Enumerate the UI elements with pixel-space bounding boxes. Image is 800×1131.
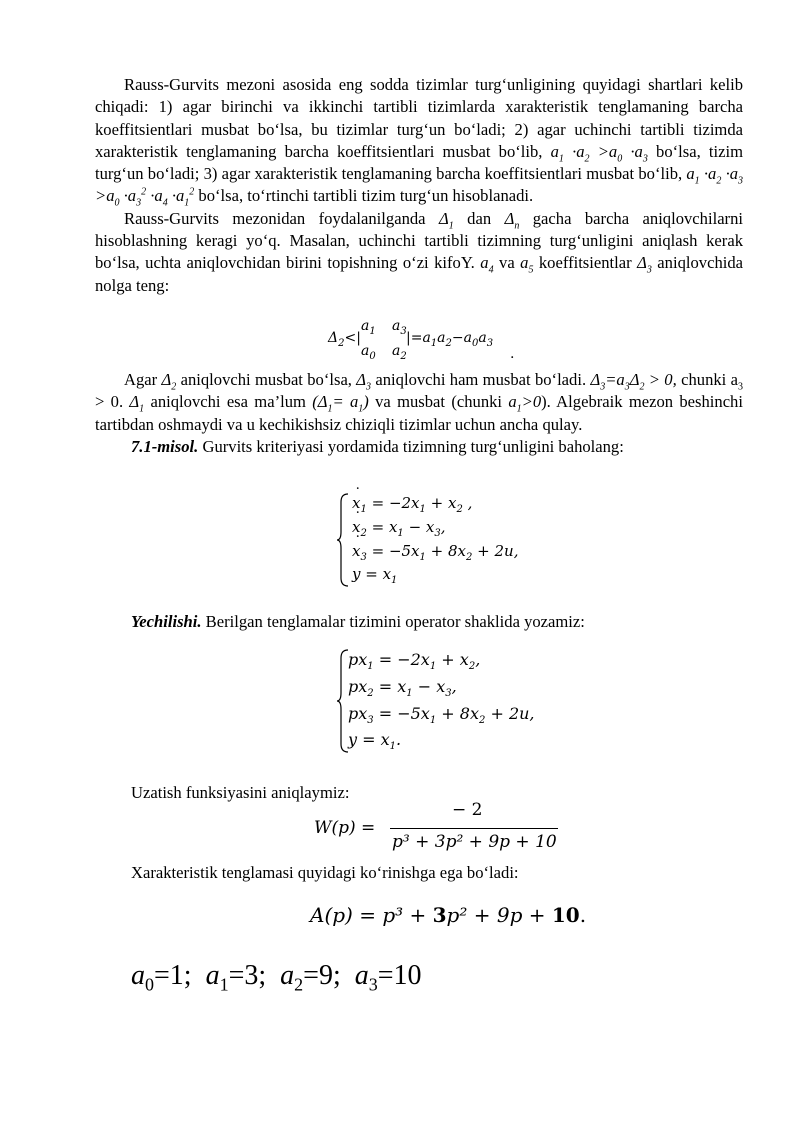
system-brace — [336, 492, 350, 588]
solution-line: Yechilishi. Berilgan tenglamalar tizimini operator shaklida yozamiz: — [131, 612, 585, 631]
char-intro-line: Xarakteristik tenglamasi quyidagi ko‘rinishga ega bo‘ladi: — [131, 863, 519, 882]
operator-equations: $px_1 = -2x_1 + x_2$, $px_2 = x_1 - x_3$, $px_3 = -5x_1 + 8x_2 + 2u$, $y = x_1$. — [348, 650, 535, 753]
transfer-function: W(p) = − 2 p³ + 3p² + 9p + 10 — [314, 800, 557, 852]
state-equations: ˙ $x_1 = -2x_1 + x_2$ , ˙ $x_2 = x_1 - x_3$, ˙ $x_3 = -5x_1 + 8x_2 + 2u$, $y = x_1$ — [352, 494, 552, 588]
paragraph-determinants: Rauss-Gurvits mezonidan foydalanilganda $\Delta_1$ dan $\Delta_n$ gacha barcha aniqlovchilarni hisoblashning keragi yo‘q. Masalan, uchinchi tartibli tizimning turg‘unligini aniqlash kerak bo‘lsa, uchta aniqlovchidan birini topishning o‘zi kifoY. $a_4$ va $a_5$ koeffitsientlar $\Delta_3$ aniqlovchida nolga teng: — [95, 208, 744, 295]
inline-formula: $a_1 \cdot a_2 \cdot a_3 >a_0 \cdot a_3^2 \cdot a_4 \cdot a_1^2$ — [95, 164, 744, 209]
paragraph-agar: Agar $\Delta_2$ aniqlovchi musbat bo‘lsa, $\Delta_3$ aniqlovchi ham musbat bo‘ladi. $\Delta_3=a_3\Delta_2 > 0$, chunki $a_3 > 0$. $\Delta_1$ aniqlovchi esa ma’lum $(\Delta_1= a_1)$ va musbat (chunki $a_1>0$). Algebraik mezon beshinchi tartibdan oshmaydi va u kechikishsiz chiziqli tizimlar uchun ancha qulay. — [95, 370, 743, 434]
paragraph-conditions: Rauss-Gurvits mezoni asosida eng sodda tizimlar turg‘unligining quyidagi shartlari kelib chiqadi: 1) agar birinchi va ikkinchi tartibli tizimlarda xarakteristik tenglamaning barcha koeffitsientlari musbat bo‘lsa, bu tizimlar turg‘un bo‘ladi; 2) agar uchinchi tartibli tizimda xarakteristik tenglamaning barcha koeffitsientlari musbat bo‘lib, $a_1 \cdot a_2 >a_0 \cdot a_3$ bo‘lsa, tizim turg‘un bo‘ladi; 3) agar xarakteristik tenglamaning barcha koeffitsientlari musbat bo‘lib, $a_1 \cdot a_2 \cdot a_3 >a_0 \cdot a_3^2 \cdot a_4 \cdot a_1^2$ bo‘lsa, to‘rtinchi tartibli tizim turg‘un hisoblanadi. — [95, 75, 744, 209]
determinant-formula: $\Delta_2<|$ $a_1$ $a_3$ $a_0$ $a_2$ $|=a_1a_2-a_0a_3$ . — [328, 318, 515, 362]
text-block — [95, 74, 743, 297]
text-block-2 — [95, 369, 743, 458]
example-label: 7.1-misol. — [131, 436, 199, 456]
inline-formula: $a_1 \cdot a_2 >a_0 \cdot a_3$ — [550, 141, 648, 165]
coefficients-line: $a_0=1$; $a_1=3$; $a_2=9$; $a_3=10$ — [131, 960, 422, 995]
paragraph-example: 7.1-misol. Gurvits kriteriyasi yordamida tizimning turg‘unligini baholang: — [131, 436, 624, 456]
solution-label: Yechilishi. — [131, 612, 202, 631]
characteristic-polynomial: A(p) = p³ + 3p² + 9p + 10. — [310, 903, 587, 927]
transfer-intro-line: Uzatish funksiyasini aniqlaymiz: — [131, 783, 350, 802]
